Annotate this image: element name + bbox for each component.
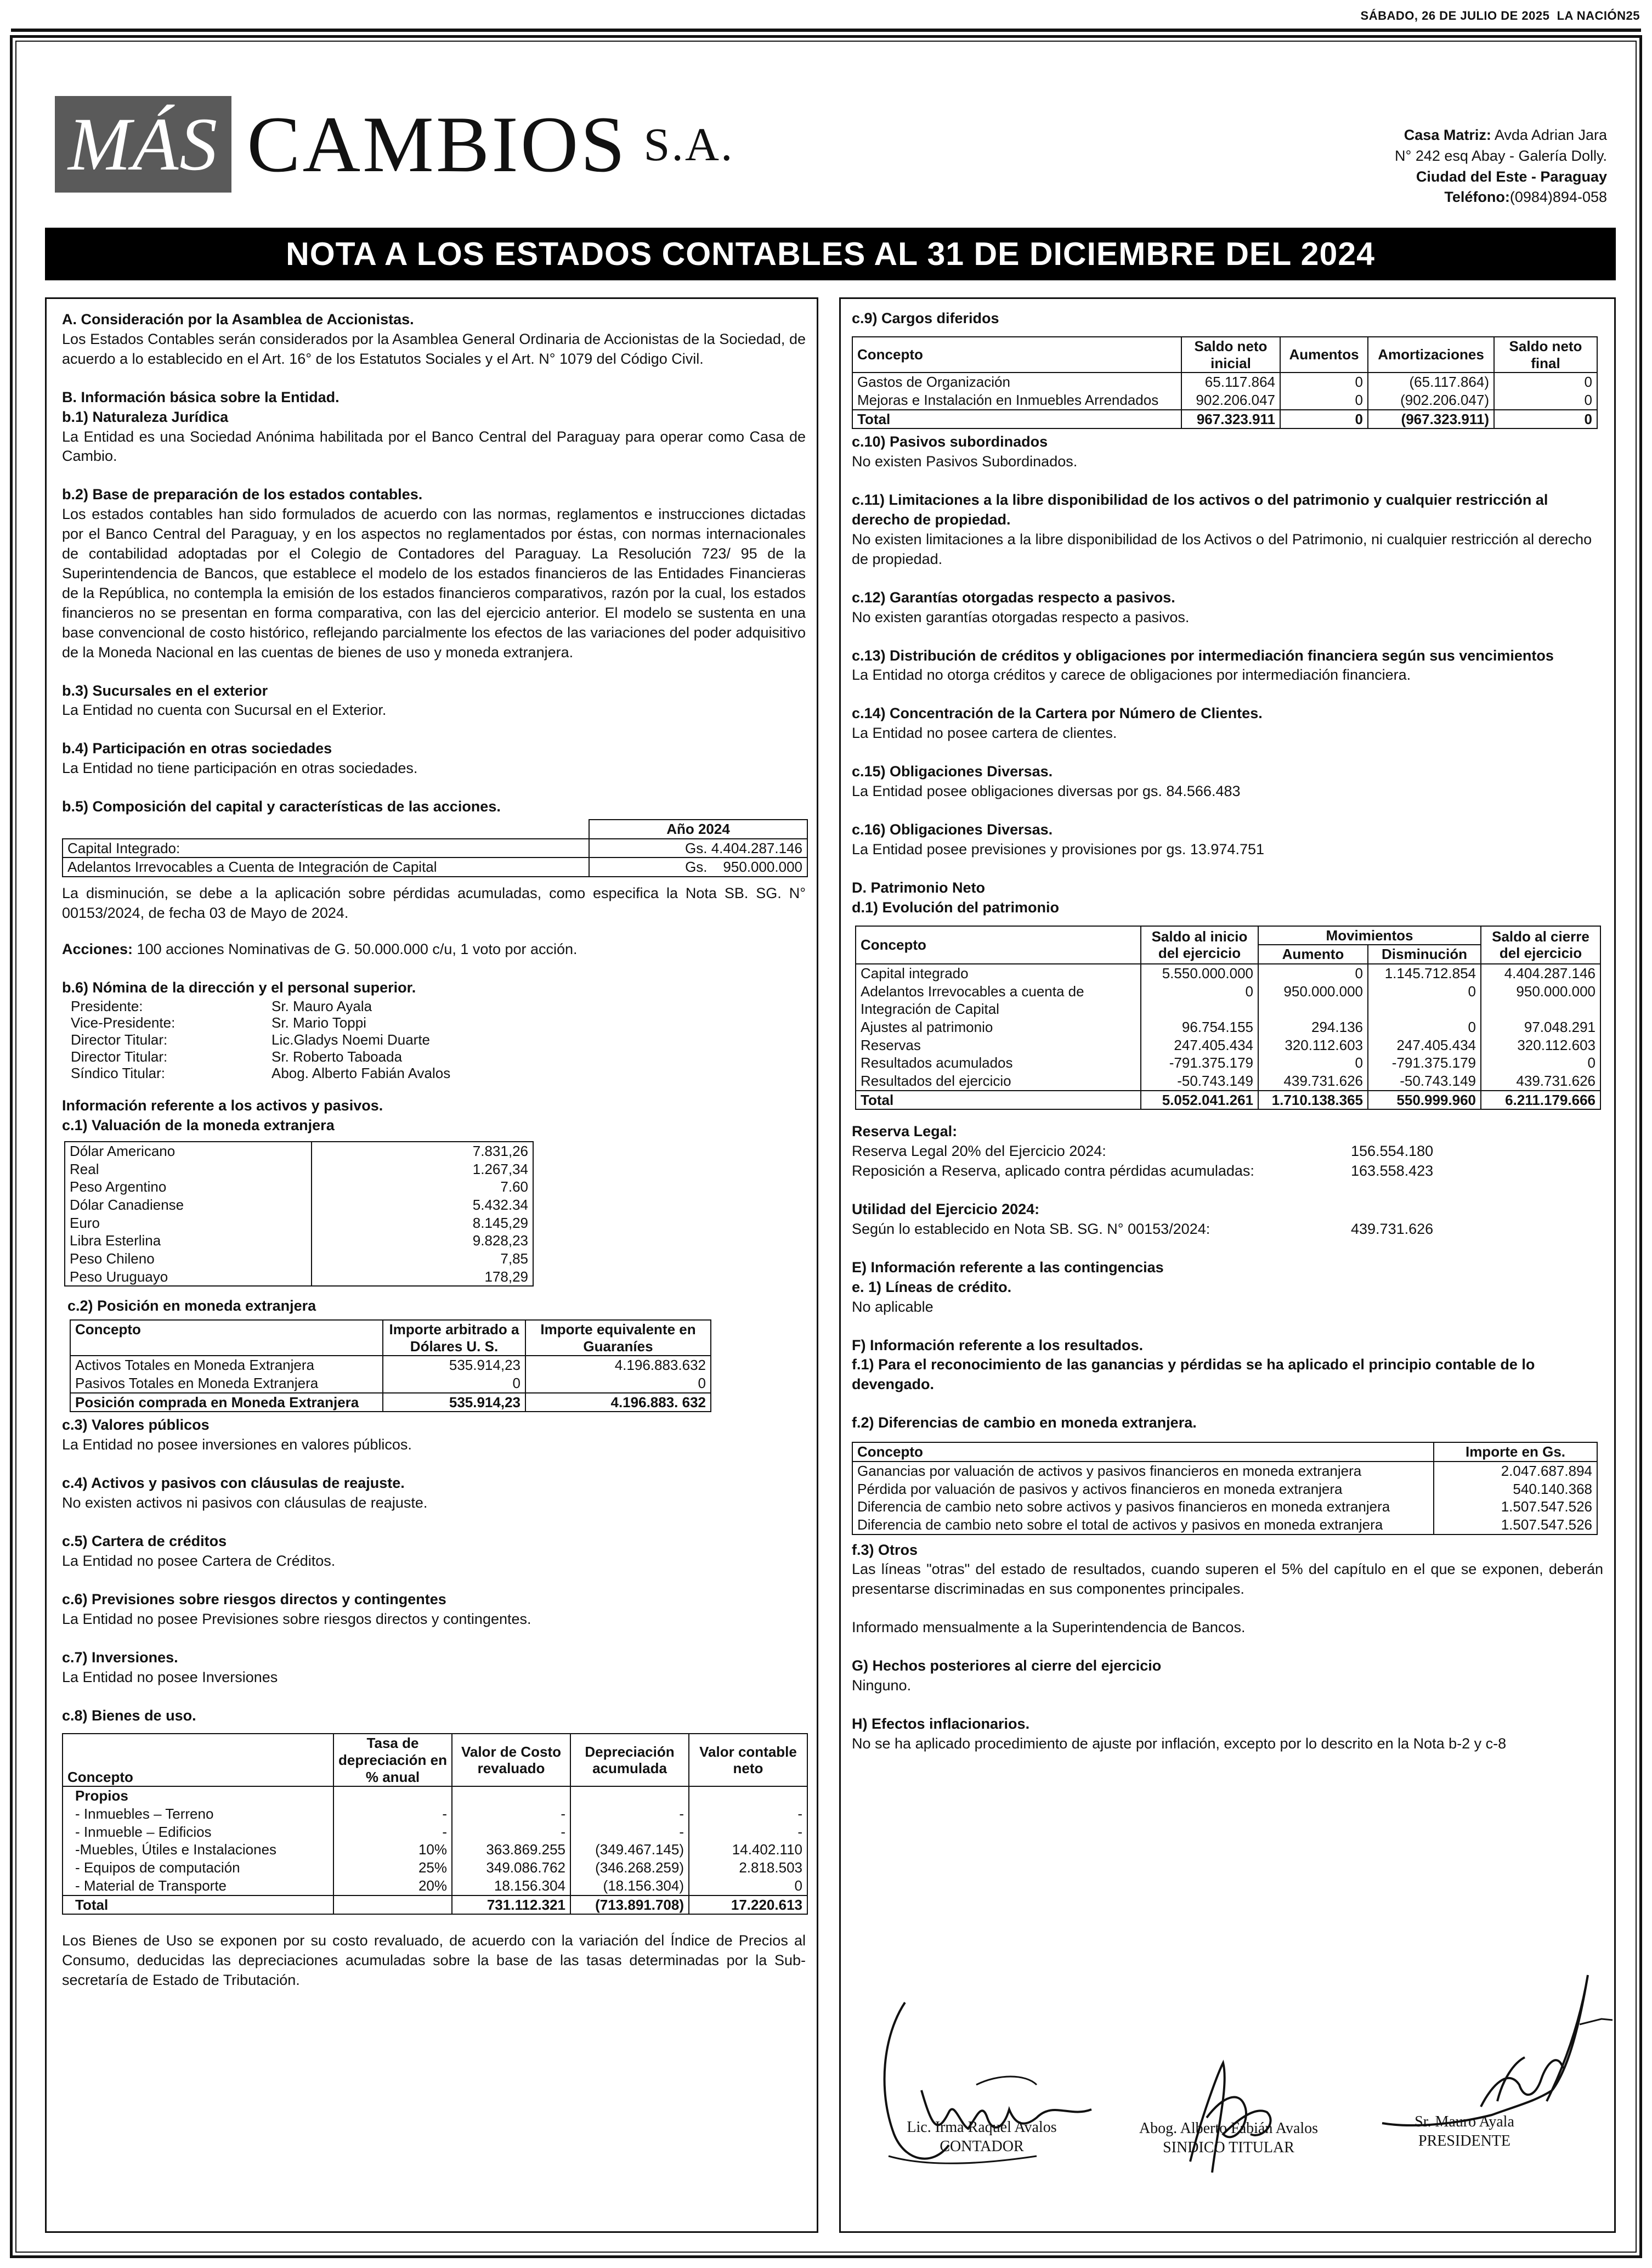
table-cell: Adelantos Irrevocables a Cuenta de Integración de Capital bbox=[63, 857, 589, 877]
directors-list bbox=[62, 998, 450, 1082]
total-cell: Total bbox=[63, 1895, 333, 1915]
currency-name: Dólar Americano bbox=[65, 1142, 312, 1160]
currency-table bbox=[64, 1141, 534, 1287]
utilidad-label: Según lo establecido en Nota SB. SG. N° 00153/2024: bbox=[852, 1220, 1210, 1237]
signer-name: Abog. Alberto Fabián Avalos bbox=[1139, 2120, 1319, 2137]
table-cell: 1.507.547.526 bbox=[1434, 1498, 1597, 1516]
section-h-heading: H) Efectos inflacionarios. bbox=[852, 1715, 1030, 1732]
table-cell: 96.754.155 bbox=[1141, 1018, 1258, 1036]
logo-mas: MÁS bbox=[55, 96, 231, 193]
b5-text: La disminución, se debe a la aplicación sobre pérdidas acumuladas, como especifica la Nota SB. SG. N° 00153/2024, de fecha 03 de Mayo de 2024. bbox=[62, 885, 806, 921]
c7-text: La Entidad no posee Inversiones bbox=[62, 1668, 278, 1685]
director-name: Sr. Mauro Ayala bbox=[271, 997, 372, 1014]
total-cell: 1.710.138.365 bbox=[1258, 1091, 1368, 1110]
reserva-value: 156.554.180 bbox=[1351, 1143, 1434, 1160]
col-header: Concepto bbox=[856, 926, 1141, 964]
table-cell: 0 bbox=[1494, 391, 1597, 410]
c10-text: No existen Pasivos Subordinados. bbox=[852, 453, 1078, 470]
header-page-number: 25 bbox=[1626, 9, 1640, 22]
currency-name: Peso Chileno bbox=[65, 1250, 312, 1268]
signer-role: PRESIDENTE bbox=[1418, 2132, 1510, 2149]
director-name: Lic.Gladys Noemi Duarte bbox=[271, 1031, 430, 1048]
reserva-label: Reserva Legal 20% del Ejercicio 2024: bbox=[852, 1143, 1106, 1160]
table-cell: 0 bbox=[383, 1374, 525, 1393]
reserva-row bbox=[852, 1161, 1603, 1181]
table-cell: 0 bbox=[1258, 964, 1368, 983]
director-role: Director Titular: bbox=[71, 1031, 168, 1048]
table-cell: - bbox=[689, 1823, 807, 1841]
company-logo bbox=[55, 91, 734, 198]
c10-heading: c.10) Pasivos subordinados bbox=[852, 433, 1048, 450]
table-cell: 1.145.712.854 bbox=[1368, 964, 1481, 983]
e1-heading: e. 1) Líneas de crédito. bbox=[852, 1278, 1012, 1295]
table-cell: Ganancias por valuación de activos y pasivos financieros en moneda extranjera bbox=[852, 1462, 1434, 1480]
table-cell: - Inmuebles – Terreno bbox=[63, 1805, 333, 1823]
reserva-value: 163.558.423 bbox=[1351, 1163, 1434, 1180]
c6-heading: c.6) Previsiones sobre riesgos directos y contingentes bbox=[62, 1590, 446, 1607]
table-cell: 0 bbox=[1280, 391, 1368, 410]
table-cell: 320.112.603 bbox=[1258, 1036, 1368, 1054]
table-cell: 0 bbox=[1141, 983, 1258, 1001]
total-cell: 17.220.613 bbox=[689, 1895, 807, 1915]
col-header: Depreciación acumulada bbox=[570, 1734, 689, 1786]
table-cell: - Material de Transporte bbox=[63, 1877, 333, 1895]
reserva-label: Reposición a Reserva, aplicado contra pérdidas acumuladas: bbox=[852, 1163, 1254, 1180]
col-header: Concepto bbox=[63, 1734, 333, 1786]
table-cell: -791.375.179 bbox=[1141, 1054, 1258, 1072]
e1-text: No aplicable bbox=[852, 1298, 934, 1315]
col-header: Concepto bbox=[70, 1320, 383, 1356]
table-cell: 20% bbox=[333, 1877, 452, 1895]
casa-label: Casa Matriz: bbox=[1404, 127, 1491, 143]
document-title: NOTA A LOS ESTADOS CONTABLES AL 31 DE DICIEMBRE DEL 2024 bbox=[45, 228, 1616, 280]
section-b-heading: B. Información básica sobre la Entidad. bbox=[62, 388, 340, 405]
table-cell: Adelantos Irrevocables a cuenta de bbox=[856, 983, 1141, 1001]
col-header: Aumentos bbox=[1280, 337, 1368, 373]
table-cell: 0 bbox=[1481, 1054, 1600, 1072]
col-header: Movimientos bbox=[1258, 926, 1481, 945]
address-line2: N° 242 esq Abay - Galería Dolly. bbox=[1395, 147, 1607, 164]
reserva-row bbox=[852, 1142, 1603, 1161]
section-d-heading: D. Patrimonio Neto bbox=[852, 879, 986, 896]
table-cell: - Inmueble – Edificios bbox=[63, 1823, 333, 1841]
director-name: Sr. Mario Toppi bbox=[271, 1014, 366, 1031]
table-cell: - bbox=[333, 1823, 452, 1841]
table-cell: Integración de Capital bbox=[856, 1000, 1141, 1018]
director-name: Abog. Alberto Fabián Avalos bbox=[271, 1065, 451, 1082]
table-cell: 902.206.047 bbox=[1181, 391, 1280, 410]
c4-heading: c.4) Activos y pasivos con cláusulas de reajuste. bbox=[62, 1475, 405, 1492]
table-cell: 535.914,23 bbox=[383, 1356, 525, 1374]
c15-text: La Entidad posee obligaciones diversas por gs. 84.566.483 bbox=[852, 783, 1241, 800]
table-cell: Gs. 950.000.000 bbox=[589, 857, 807, 877]
tel-value: (0984)894-058 bbox=[1509, 189, 1607, 206]
col-header: Saldo al inicio del ejercicio bbox=[1141, 926, 1258, 964]
table-cell: 1.507.547.526 bbox=[1434, 1516, 1597, 1534]
col-header: Saldo neto inicial bbox=[1181, 337, 1280, 373]
section-a-heading: A. Consideración por la Asamblea de Accionistas. bbox=[62, 311, 414, 328]
table-cell: 0 bbox=[525, 1374, 711, 1393]
c12-text: No existen garantías otorgadas respecto a pasivos. bbox=[852, 608, 1190, 625]
table-cell: -50.743.149 bbox=[1141, 1072, 1258, 1091]
currency-name: Real bbox=[65, 1160, 312, 1178]
c5-heading: c.5) Cartera de créditos bbox=[62, 1533, 227, 1550]
currency-name: Euro bbox=[65, 1214, 312, 1232]
signature-scribble-sindico bbox=[1168, 2052, 1289, 2184]
deferred-charges-table bbox=[852, 336, 1598, 429]
total-cell: 0 bbox=[1494, 410, 1597, 429]
currency-rate: 7.831,26 bbox=[312, 1142, 533, 1160]
c3-heading: c.3) Valores públicos bbox=[62, 1417, 210, 1434]
table-cell: 0 bbox=[1280, 373, 1368, 391]
table-cell: Pasivos Totales en Moneda Extranjera bbox=[70, 1374, 383, 1393]
utilidad-heading: Utilidad del Ejercicio 2024: bbox=[852, 1201, 1040, 1218]
b4-heading: b.4) Participación en otras sociedades bbox=[62, 740, 332, 757]
c5-text: La Entidad no posee Cartera de Créditos. bbox=[62, 1553, 336, 1570]
capital-table bbox=[62, 819, 808, 877]
c13-heading: c.13) Distribución de créditos y obligaciones por intermediación financiera según sus vencimientos bbox=[852, 647, 1554, 664]
director-role: Presidente: bbox=[71, 997, 143, 1014]
total-cell: (713.891.708) bbox=[570, 1895, 689, 1915]
f2-heading: f.2) Diferencias de cambio en moneda extranjera. bbox=[852, 1414, 1197, 1431]
h-text: No se ha aplicado procedimiento de ajuste por inflación, excepto por lo descrito en la Nota b-2 y c-8 bbox=[852, 1735, 1507, 1752]
table-cell: Activos Totales en Moneda Extranjera bbox=[70, 1356, 383, 1374]
address-city: Ciudad del Este - Paraguay bbox=[1416, 168, 1607, 185]
section-g-heading: G) Hechos posteriores al cierre del ejercicio bbox=[852, 1657, 1162, 1674]
table-cell: 0 bbox=[1494, 373, 1597, 391]
c14-text: La Entidad no posee cartera de clientes. bbox=[852, 725, 1117, 742]
fx-position-table bbox=[70, 1319, 711, 1412]
table-cell: 2.818.503 bbox=[689, 1859, 807, 1877]
total-cell: 967.323.911 bbox=[1181, 410, 1280, 429]
c3-text: La Entidad no posee inversiones en valores públicos. bbox=[62, 1436, 412, 1453]
table-cell: - bbox=[570, 1823, 689, 1841]
table-cell: 320.112.603 bbox=[1481, 1036, 1600, 1054]
table-cell: Diferencia de cambio neto sobre activos y pasivos financieros en moneda extranjera bbox=[852, 1498, 1434, 1516]
table-cell: 540.140.368 bbox=[1434, 1480, 1597, 1498]
b3-text: La Entidad no cuenta con Sucursal en el Exterior. bbox=[62, 702, 387, 719]
reserva-heading: Reserva Legal: bbox=[852, 1123, 958, 1140]
header-rule bbox=[11, 29, 1641, 32]
section-e-heading: E) Información referente a las contingencias bbox=[852, 1259, 1164, 1276]
table-cell: 247.405.434 bbox=[1141, 1036, 1258, 1054]
total-cell: 6.211.179.666 bbox=[1481, 1091, 1600, 1110]
currency-name: Peso Argentino bbox=[65, 1178, 312, 1196]
signer-name: Sr. Mauro Ayala bbox=[1415, 2113, 1514, 2130]
currency-name: Dólar Canadiense bbox=[65, 1196, 312, 1214]
col-header: Disminución bbox=[1368, 945, 1481, 964]
tel-label: Teléfono: bbox=[1444, 189, 1510, 206]
total-cell: Posición comprada en Moneda Extranjera bbox=[70, 1393, 383, 1412]
c1-heading: c.1) Valuación de la moneda extranjera bbox=[62, 1116, 335, 1133]
total-cell: 5.052.041.261 bbox=[1141, 1091, 1258, 1110]
currency-rate: 178,29 bbox=[312, 1268, 533, 1287]
table-cell: 4.404.287.146 bbox=[1481, 964, 1600, 983]
c12-heading: c.12) Garantías otorgadas respecto a pasivos. bbox=[852, 589, 1175, 606]
table-cell: -791.375.179 bbox=[1368, 1054, 1481, 1072]
currency-rate: 8.145,29 bbox=[312, 1214, 533, 1232]
c4-text: No existen activos ni pasivos con cláusulas de reajuste. bbox=[62, 1494, 428, 1511]
fixed-assets-table bbox=[62, 1733, 808, 1915]
acciones-label: Acciones: bbox=[62, 940, 133, 957]
f3-text: Las líneas "otras" del estado de resultados, cuando superen el 5% del capítulo en el que se exponen, deberán presentarse discriminadas en sus componentes principales. bbox=[852, 1561, 1603, 1598]
table-cell: 10% bbox=[333, 1841, 452, 1859]
table-cell: 950.000.000 bbox=[1481, 983, 1600, 1001]
table-cell: - bbox=[333, 1805, 452, 1823]
table-cell: Capital integrado bbox=[856, 964, 1141, 983]
table-cell: Ajustes al patrimonio bbox=[856, 1018, 1141, 1036]
c16-text: La Entidad posee previsiones y provisiones por gs. 13.974.751 bbox=[852, 840, 1264, 857]
header-paper: LA NACIÓN bbox=[1557, 9, 1626, 22]
logo-cambios: CAMBIOS bbox=[247, 100, 627, 189]
c8-text: Los Bienes de Uso se exponen por su costo revaluado, de acuerdo con la variación del Índice de Precios al Consumo, deducidas las depreciaciones acumuladas sobre la base de las tasas determinadas por la Sub-secretaría de Estado de Tributación. bbox=[62, 1932, 806, 1988]
table-cell: Gs. 4.404.287.146 bbox=[589, 839, 807, 858]
b1-heading: b.1) Naturaleza Jurídica bbox=[62, 408, 229, 425]
col-header: Importe en Gs. bbox=[1434, 1442, 1597, 1462]
director-role: Director Titular: bbox=[71, 1048, 168, 1065]
signatures bbox=[856, 1970, 1613, 2200]
table-cell: 439.731.626 bbox=[1481, 1072, 1600, 1091]
total-cell: Total bbox=[852, 410, 1181, 429]
col-header: Saldo neto final bbox=[1494, 337, 1597, 373]
table-cell: 0 bbox=[1258, 1054, 1368, 1072]
b4-text: La Entidad no tiene participación en otras sociedades. bbox=[62, 760, 418, 777]
c11-heading: c.11) Limitaciones a la libre disponibilidad de los activos o del patrimonio y cualquier restricción al derecho de propiedad. bbox=[852, 492, 1548, 528]
table-cell: (349.467.145) bbox=[570, 1841, 689, 1859]
right-column bbox=[839, 297, 1616, 2233]
c8-heading: c.8) Bienes de uso. bbox=[62, 1707, 196, 1724]
total-cell: Total bbox=[856, 1091, 1141, 1110]
table-cell: Resultados acumulados bbox=[856, 1054, 1141, 1072]
currency-name: Libra Esterlina bbox=[65, 1232, 312, 1250]
table-cell: - Equipos de computación bbox=[63, 1859, 333, 1877]
group-label: Propios bbox=[63, 1786, 333, 1805]
currency-rate: 5.432.34 bbox=[312, 1196, 533, 1214]
table-cell: 5.550.000.000 bbox=[1141, 964, 1258, 983]
director-role: Vice-Presidente: bbox=[71, 1014, 176, 1031]
b6-heading: b.6) Nómina de la dirección y el personal superior. bbox=[62, 979, 416, 996]
currency-rate: 1.267,34 bbox=[312, 1160, 533, 1178]
director-name: Sr. Roberto Taboada bbox=[271, 1048, 403, 1065]
table-cell: -50.743.149 bbox=[1368, 1072, 1481, 1091]
c13-text: La Entidad no otorga créditos y carece de obligaciones por intermediación financiera. bbox=[852, 667, 1411, 684]
section-c-heading: Información referente a los activos y pasivos. bbox=[62, 1097, 383, 1114]
total-cell: 0 bbox=[1280, 410, 1368, 429]
equity-table bbox=[855, 926, 1601, 1110]
total-cell: 731.112.321 bbox=[452, 1895, 570, 1915]
table-cell: Diferencia de cambio neto sobre el total de activos y pasivos en moneda extranjera bbox=[852, 1516, 1434, 1534]
header-date: SÁBADO, 26 DE JULIO DE 2025 bbox=[1360, 9, 1550, 22]
table-cell: (346.268.259) bbox=[570, 1859, 689, 1877]
table-cell: Resultados del ejercicio bbox=[856, 1072, 1141, 1091]
section-a-text: Los Estados Contables serán considerados por la Asamblea General Ordinaria de Accionistas de la Sociedad, de acuerdo a lo establecido en el Art. 16° de los Estatutos Sociales y el Art. N° 1079 del Código Civil. bbox=[62, 330, 806, 367]
currency-name: Peso Uruguayo bbox=[65, 1268, 312, 1287]
col-header: Concepto bbox=[852, 337, 1181, 373]
signer-role: SINDICO TITULAR bbox=[1163, 2139, 1294, 2156]
total-cell: 550.999.960 bbox=[1368, 1091, 1481, 1110]
acciones-text bbox=[62, 940, 806, 960]
fx-differences-table bbox=[852, 1442, 1598, 1534]
table-cell: (902.206.047) bbox=[1368, 391, 1494, 410]
utilidad-row bbox=[852, 1220, 1603, 1239]
d1-heading: d.1) Evolución del patrimonio bbox=[852, 899, 1060, 916]
signer-name: Lic. Irma Raquel Avalos bbox=[907, 2119, 1057, 2136]
g-text: Ninguno. bbox=[852, 1677, 912, 1694]
table-cell: Gastos de Organización bbox=[852, 373, 1181, 391]
col-header: Amortizaciones bbox=[1368, 337, 1494, 373]
b2-heading: b.2) Base de preparación de los estados contables. bbox=[62, 486, 423, 503]
table-cell: Reservas bbox=[856, 1036, 1141, 1054]
signature-contador bbox=[872, 2118, 1091, 2156]
c11-text: No existen limitaciones a la libre disponibilidad de los Activos o del Patrimonio, ni cualquier restricción al derecho de propiedad. bbox=[852, 531, 1592, 567]
table-cell: 349.086.762 bbox=[452, 1859, 570, 1877]
col-header: Tasa de depreciación en % anual bbox=[333, 1734, 452, 1786]
currency-rate: 7,85 bbox=[312, 1250, 533, 1268]
table-cell: (18.156.304) bbox=[570, 1877, 689, 1895]
total-cell: 4.196.883. 632 bbox=[525, 1393, 711, 1412]
table-cell: - bbox=[452, 1823, 570, 1841]
col-header: Valor contable neto bbox=[689, 1734, 807, 1786]
c14-heading: c.14) Concentración de la Cartera por Número de Clientes. bbox=[852, 705, 1263, 722]
table-cell: 14.402.110 bbox=[689, 1841, 807, 1859]
acciones-value: 100 acciones Nominativas de G. 50.000.000 c/u, 1 voto por acción. bbox=[133, 940, 578, 957]
b1-text: La Entidad es una Sociedad Anónima habilitada por el Banco Central del Paraguay para operar como Casa de Cambio. bbox=[62, 428, 806, 465]
table-cell: Pérdida por valuación de pasivos y activos financieros en moneda extranjera bbox=[852, 1480, 1434, 1498]
col-header: Importe arbitrado a Dólares U. S. bbox=[383, 1320, 525, 1356]
col-header: Valor de Costo revaluado bbox=[452, 1734, 570, 1786]
table-cell: (65.117.864) bbox=[1368, 373, 1494, 391]
table-cell: 2.047.687.894 bbox=[1434, 1462, 1597, 1480]
table-cell: - bbox=[452, 1805, 570, 1823]
f3-heading: f.3) Otros bbox=[852, 1541, 918, 1558]
table-cell: 363.869.255 bbox=[452, 1841, 570, 1859]
currency-rate: 9.828,23 bbox=[312, 1232, 533, 1250]
table-cell: 950.000.000 bbox=[1258, 983, 1368, 1001]
f3-text-2: Informado mensualmente a la Superintendencia de Bancos. bbox=[852, 1619, 1246, 1636]
col-header: Importe equivalente en Guaraníes bbox=[525, 1320, 711, 1356]
c6-text: La Entidad no posee Previsiones sobre riesgos directos y contingentes. bbox=[62, 1610, 531, 1627]
company-address bbox=[1395, 125, 1607, 208]
total-cell: (967.323.911) bbox=[1368, 410, 1494, 429]
b5-heading: b.5) Composición del capital y características de las acciones. bbox=[62, 798, 501, 815]
page-header bbox=[1361, 8, 1640, 24]
section-f-heading: F) Información referente a los resultados. bbox=[852, 1336, 1144, 1353]
table-cell: 0 bbox=[1368, 983, 1481, 1001]
casa-value: Avda Adrian Jara bbox=[1494, 127, 1607, 143]
table-cell: - bbox=[570, 1805, 689, 1823]
f1-heading: f.1) Para el reconocimiento de las ganancias y pérdidas se ha aplicado el principio contable de lo devengado. bbox=[852, 1356, 1535, 1393]
table-cell: Capital Integrado: bbox=[63, 839, 589, 858]
c9-heading: c.9) Cargos diferidos bbox=[852, 310, 999, 326]
logo-sa: S.A. bbox=[643, 117, 734, 171]
table-cell: 25% bbox=[333, 1859, 452, 1877]
table-cell: 247.405.434 bbox=[1368, 1036, 1481, 1054]
utilidad-value: 439.731.626 bbox=[1351, 1220, 1434, 1237]
table-cell: 18.156.304 bbox=[452, 1877, 570, 1895]
table-cell: Mejoras e Instalación en Inmuebles Arrendados bbox=[852, 391, 1181, 410]
col-header: Concepto bbox=[852, 1442, 1434, 1462]
signature-sindico bbox=[1113, 2119, 1344, 2157]
table-cell: 439.731.626 bbox=[1258, 1072, 1368, 1091]
signature-presidente bbox=[1382, 2112, 1547, 2151]
total-cell: 535.914,23 bbox=[383, 1393, 525, 1412]
col-header: Aumento bbox=[1258, 945, 1368, 964]
total-cell bbox=[333, 1895, 452, 1915]
table-cell: 65.117.864 bbox=[1181, 373, 1280, 391]
signer-role: CONTADOR bbox=[940, 2138, 1024, 2155]
table-cell: 97.048.291 bbox=[1481, 1018, 1600, 1036]
capital-col-header: Año 2024 bbox=[589, 820, 807, 839]
currency-rate: 7.60 bbox=[312, 1178, 533, 1196]
b2-text: Los estados contables han sido formulados de acuerdo con las normas, reglamentos e instrucciones dictadas por el Banco Central del Paraguay, y en los aspectos no reglamentados por éstas, con normas internacionales de contabilidad adoptadas por el Colegio de Contadores del Paraguay. La Resolución 723/ 95 de la Superintendencia de Bancos, que establece el modelo de los estados financieros de las Entidades Financieras de la República, no contempla la emisión de los estados financieros comparativos, razón por la cual, los estados financieros no se presentan en forma comparativa, con las del ejercicio anterior. El modelo se sustenta en una base convencional de costo histórico, reflejando parcialmente los efectos de las variaciones del poder adquisitivo de la Moneda Nacional en las cuentas de bienes de uso y moneda extranjera. bbox=[62, 506, 806, 661]
col-header: Saldo al cierre del ejercicio bbox=[1481, 926, 1600, 964]
table-cell: - bbox=[689, 1805, 807, 1823]
table-cell: 0 bbox=[689, 1877, 807, 1895]
c16-heading: c.16) Obligaciones Diversas. bbox=[852, 821, 1053, 838]
director-role: Síndico Titular: bbox=[71, 1065, 165, 1082]
left-column bbox=[45, 297, 818, 2233]
b3-heading: b.3) Sucursales en el exterior bbox=[62, 682, 268, 699]
table-cell: 0 bbox=[1368, 1018, 1481, 1036]
c2-heading: c.2) Posición en moneda extranjera bbox=[67, 1297, 316, 1314]
table-cell: 294.136 bbox=[1258, 1018, 1368, 1036]
c15-heading: c.15) Obligaciones Diversas. bbox=[852, 763, 1053, 780]
table-cell: -Muebles, Útiles e Instalaciones bbox=[63, 1841, 333, 1859]
c7-heading: c.7) Inversiones. bbox=[62, 1649, 178, 1666]
table-cell: 4.196.883.632 bbox=[525, 1356, 711, 1374]
